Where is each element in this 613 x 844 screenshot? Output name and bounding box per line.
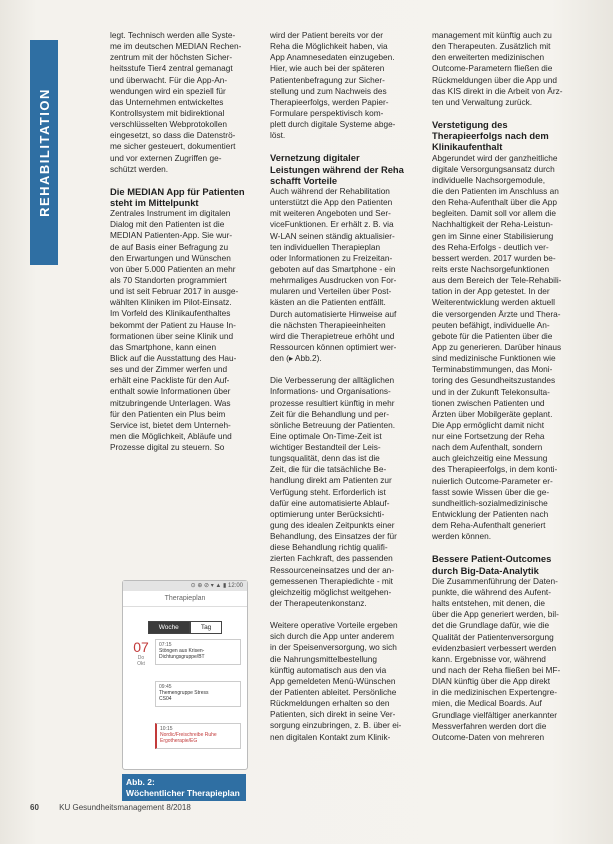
toggle-week-button[interactable]: Woche (148, 621, 190, 634)
text-line: Grundlage vielfältiger anerkannter (432, 709, 557, 720)
text-line: die versorgenden Ärzte und Thera- (432, 308, 561, 319)
appointment-item[interactable] (155, 681, 241, 707)
text-line: oder Informationen zu Freizeitan- (270, 252, 393, 263)
text-line: Prozesse digital zu steuern. So (110, 442, 225, 453)
text-line: Ärzten über Mobilgeräte geplant. (432, 408, 553, 419)
text-line: halts entstehen, mit denen, die (432, 598, 546, 609)
col1-intro (110, 30, 258, 175)
col2-body-2 (270, 375, 418, 609)
publication-name: KU Gesundheitsmanagement 8/2018 (59, 803, 191, 812)
appointment-time: 10:15 (160, 726, 173, 732)
text-line: die nächsten Therapieeinheiten (270, 319, 386, 330)
text-line: sorgung einzubringen, z. B. über ei- (270, 720, 402, 731)
text-line: Verfügung steht. Erforderlich ist (270, 486, 386, 497)
text-line: den erweiterten medizinischen (432, 52, 545, 63)
col2-body-3 (270, 620, 418, 743)
text-line: in die medizinischen Expertengre- (432, 687, 557, 698)
text-line: digitale Versorgungsansatz durch (432, 163, 555, 174)
text-line: Patienten, sich direkt in seine Ver- (270, 709, 396, 720)
text-line: punkte, die während des Aufent- (432, 586, 552, 597)
text-line: den Reha-Aufenthalt über die App (432, 197, 558, 208)
text-line: men die Möglichkeit, Abläufe und (110, 431, 232, 442)
text-line: mehrmaliges Ausdrucken von For- (270, 275, 397, 286)
text-line: in der Speisenversorgung, wo sich (270, 642, 397, 653)
text-line: zierten Fachkraft, des passenden (270, 553, 393, 564)
col1-body (110, 208, 258, 453)
text-line: Verstetigung des (432, 118, 508, 130)
appointment-desc-2: CS04 (159, 696, 172, 702)
text-line: als 70 Standorten programmiert (110, 275, 227, 286)
text-line: auch gleichzeitig eine Messung (432, 453, 548, 464)
text-line: Rückmeldungen erhalten so den (270, 698, 390, 709)
text-line: Weitere operative Vorteile ergeben (270, 620, 398, 631)
text-line: des Therapieerfolgs, in dem konti- (432, 464, 558, 475)
text-line: mien, die Medical Boards. Auf (432, 698, 542, 709)
phone-status-bar: ⊙ ⊕ ⊘ ▾ ▲ ▮ 12:00 (123, 581, 247, 591)
text-line: diese Behandlung richtig qualifi- (270, 542, 388, 553)
text-line: Zentrales Instrument im digitalen (110, 208, 231, 219)
text-line: App gemeldeten Menü-Wünschen (270, 675, 396, 686)
text-line: verschlüsselten Webprotokollen (110, 119, 227, 130)
text-line: App Anamnesedaten einzugeben. (270, 52, 395, 63)
text-line: schafft Vorteile (270, 174, 338, 186)
text-line: Behandlung, des Einsatzes der für (270, 531, 397, 542)
text-line: Hier, wie auch bei der späteren (270, 63, 385, 74)
text-line: zentrum mit der höchsten Sicher- (110, 52, 233, 63)
text-line: optimierung unter Berücksichti- (270, 508, 385, 519)
app-title: Therapieplan (123, 591, 247, 607)
text-line: ten und Verwaltung zurück. (432, 96, 533, 107)
col3-body-2 (432, 576, 582, 743)
text-line: W-LAN seinen ständig aktualisier- (270, 230, 395, 241)
col3-heading-2 (432, 553, 582, 575)
text-line: steht im Mittelpunkt (110, 197, 199, 209)
text-line: handlung direkt am Patienten zur (270, 475, 392, 486)
figure-caption (122, 774, 246, 801)
text-line: Rückmeldungen über die App und (432, 74, 558, 85)
text-line: Therapieerfolgs nach dem (432, 130, 549, 142)
text-line: Formulare perspektivisch kom- (270, 107, 384, 118)
appointment-desc: Nordic/Freischreibe Ruhe (160, 732, 217, 738)
text-line: das Smartphone, kann einen (110, 341, 217, 352)
appointment-time: 07:15 (159, 642, 172, 648)
text-line: nur eine Fortsetzung der Reha (432, 431, 545, 442)
section-label-text: REHABILITATION (36, 88, 52, 217)
text-line: Zeit für die Behandlung und per- (270, 408, 390, 419)
column-3 (432, 30, 582, 743)
text-line: Bessere Patient-Outcomes (432, 553, 552, 565)
text-line: mularen und Verteilen über Post- (270, 286, 392, 297)
text-line: enthalt sowie Informationen über (110, 386, 231, 397)
text-line: Nachhaltigkeit der Reha-Leistun- (432, 219, 553, 230)
text-line: erhält eine Packliste für den Auf- (110, 375, 230, 386)
text-line: mitzubringende Unterlagen. Was (110, 397, 231, 408)
text-line: plett durch digitale Systeme abge- (270, 119, 396, 130)
text-line: Zeit, die für die tatsächliche Be- (270, 464, 387, 475)
text-line: sönliche Betreuung der Patienten. (270, 419, 396, 430)
text-line: nach dem Aufenthalt, sondern (432, 442, 543, 453)
caption-number: Abb. 2: (126, 777, 155, 787)
text-line: Die App ermöglicht damit nicht (432, 419, 545, 430)
text-line: Service ist, bietet dem Unterneh- (110, 419, 231, 430)
appointment-item[interactable] (155, 723, 241, 749)
text-line: sundheitlich-sozialmedizinische (432, 497, 548, 508)
text-line: der Patienten ableitet. Persönliche (270, 687, 397, 698)
text-line: management mit künftig auch zu (432, 30, 552, 40)
text-line: viceFunktionen. Er erhält z. B. via (270, 219, 394, 230)
text-line: Kontrollsystem mit bidirektional (110, 107, 225, 118)
text-line: das Unternehmen entwickeltes (110, 96, 224, 107)
text-line: Reha die Möglichkeit haben, via (270, 41, 388, 52)
text-line: schützt werden. (110, 163, 169, 174)
section-label (30, 40, 58, 265)
text-line: wendungen wird ein speziell für (110, 85, 226, 96)
toggle-day-button[interactable]: Tag (190, 621, 222, 634)
text-line: Durch automatisierte Hinweise auf (270, 308, 397, 319)
column-2 (270, 30, 418, 743)
appointment-desc-2: Ergotherapie/EG (160, 738, 198, 744)
text-line: me sicher gesteuert, dokumentiert (110, 141, 236, 152)
col2-intro (270, 30, 418, 141)
text-line: Weiterentwicklung werden aktuell (432, 297, 555, 308)
column-1 (110, 30, 258, 453)
text-line: dafür eine automatisierte Ablauf- (270, 497, 390, 508)
text-line: den Erwartungen und Wünschen (110, 252, 231, 263)
text-line: Entwicklung der Patienten nach (432, 509, 549, 520)
text-line: DIAN künftig über die App direkt (432, 676, 551, 687)
appointment-desc: Stöngen aus Krisen- (159, 648, 205, 654)
col3-body-1 (432, 153, 582, 543)
text-line: den (▸ Abb.2). (270, 353, 322, 364)
text-line: aus dem Bereich der Tele-Rehabili- (432, 275, 562, 286)
text-line: reits erste Nachsorgefunktionen (432, 263, 550, 274)
text-line: Klinikaufenthalt (432, 141, 503, 153)
text-line: MEDIAN Patienten-App. Sie wur- (110, 230, 233, 241)
appointment-desc: Themengruppe Stress (159, 690, 209, 696)
text-line: Outcome-Parametern fließen die (432, 63, 553, 74)
text-line: für den Patienten ein Plus beim (110, 408, 226, 419)
text-line: kästen an die Patienten entfällt. (270, 297, 386, 308)
text-line: prozesse resultiert künftig in mehr (270, 397, 395, 408)
text-line: me im deutschen MEDIAN Rechen- (110, 41, 242, 52)
text-line: Im Vorfeld des Klinikaufenthaltes (110, 308, 231, 319)
text-line: Outcome-Daten von mehreren (432, 731, 545, 742)
text-line: toring des Gesundheitszustandes (432, 375, 556, 386)
text-line: über die App generiert werden, bil- (432, 609, 559, 620)
page-footer (30, 803, 191, 812)
text-line: tungsqualität, denn das ist die (270, 453, 380, 464)
text-line: Vernetzung digitaler (270, 152, 360, 164)
text-line: det die Grundlage dafür, wie die (432, 620, 550, 631)
text-line: löst. (270, 130, 286, 141)
day-number: 07 (133, 639, 149, 655)
text-line: Die Verbesserung der alltäglichen (270, 375, 395, 386)
text-line: Ressourceneinsatzes und der an- (270, 564, 395, 575)
text-line: ten individuellen Therapieplan (270, 241, 381, 252)
phone-screenshot (122, 580, 248, 770)
appointment-time: 09:45 (159, 684, 172, 690)
text-line: sich durch die App unter anderem (270, 631, 395, 642)
col3-intro (432, 30, 582, 108)
text-line: eingesetzt, so dass die Datenströ- (110, 130, 236, 141)
text-line: werden können. (432, 531, 492, 542)
col3-heading-1 (432, 119, 582, 153)
text-line: künftig automatisch aus den via (270, 664, 387, 675)
text-line: und vor externen Zugriffen ge- (110, 152, 222, 163)
text-line: Blick auf die Ausstattung des Hau- (110, 353, 237, 364)
text-line: das KIS direkt in die Arbeit von Ärz- (432, 85, 563, 96)
text-line: tionen zwischen Patienten und (432, 397, 545, 408)
text-line: tation in der App getestet. In der (432, 286, 550, 297)
text-line: Therapieerfolgs, werden Papier- (270, 96, 389, 107)
text-line: legt. Technisch werden alle Syste- (110, 30, 236, 40)
text-line: wird die Therapietreue erhöht und (270, 330, 395, 341)
text-line: individuelle Nachsorgemodule, (432, 174, 545, 185)
text-line: App zu generieren. Darüber hinaus (432, 341, 562, 352)
text-line: Informations- und Organisations- (270, 386, 391, 397)
text-line: nen digitalen Kontakt zum Klinik- (270, 731, 391, 742)
text-line: die Nahrungsmittelbestellung (270, 653, 378, 664)
text-line: gleichzeitig möglichst weitgehen- (270, 586, 392, 597)
text-line: Auch während der Rehabilitation (270, 185, 390, 196)
caption-text: Wöchentlicher Therapieplan (126, 787, 240, 798)
text-line: nuierlich Outcome-Parameter er- (432, 475, 553, 486)
appointment-desc-2: Dichtungsgruppe/BT (159, 654, 205, 660)
date-box (131, 639, 151, 667)
text-line: Leistungen während der Reha (270, 163, 404, 175)
appointment-item[interactable] (155, 639, 241, 665)
text-line: dem Reha-Aufenthalt generiert (432, 520, 546, 531)
text-line: Patientenbefragung zur Sicher- (270, 74, 385, 85)
text-line: der Therapeutenkonstanz. (270, 598, 367, 609)
text-line: begleiten. Damit soll vor allem die (432, 208, 557, 219)
text-line: Dialog mit den Patienten ist die (110, 219, 225, 230)
text-line: Qualität der Patientenversorgung (432, 631, 554, 642)
figure-therapy-plan (110, 580, 258, 801)
text-line: Ressourcen können optimiert wer- (270, 341, 397, 352)
page-number: 60 (30, 803, 39, 812)
text-line: von über 5.000 Patienten an mehr (110, 263, 236, 274)
text-line: ses und der Zimmer werfen und (110, 364, 228, 375)
text-line: wichtiger Bestandteil der Leis- (270, 442, 381, 453)
col2-body-1 (270, 186, 418, 364)
text-line: de auf Basis einer Befragung zu (110, 241, 229, 252)
text-line: gemessenen Therapiedichte - mit (270, 575, 393, 586)
text-line: und in der Zukunft Telekonsulta- (432, 386, 550, 397)
text-line: evidenzbasiert verbessert werden (432, 642, 557, 653)
view-toggle (123, 621, 247, 634)
text-line: bekommt der Patient zu Hause In- (110, 319, 236, 330)
text-line: Die MEDIAN App für Patienten (110, 185, 245, 197)
text-line: durch Big-Data-Analytik (432, 564, 539, 576)
text-line: kann. Ergebnisse vor, während (432, 653, 546, 664)
text-line: fasst sowie Wissen über die ge- (432, 486, 550, 497)
text-line: formationen über seine Klinik und (110, 330, 234, 341)
text-line: Die Zusammenführung der Daten- (432, 575, 558, 586)
text-line: gung des idealen Zeitpunkts einer (270, 520, 395, 531)
text-line: gen im Sinne einer Stabilisierung (432, 230, 554, 241)
day-month: Okt (137, 661, 145, 667)
text-line: heitsstufe Tier4 zentral gemanagt (110, 63, 233, 74)
text-line: geboten auf das Smartphone - ein (270, 263, 396, 274)
text-line: Eine optimale On-Time-Zeit ist (270, 430, 382, 441)
text-line: die den Patienten im Anschluss an (432, 185, 559, 196)
text-line: mit weiteren Angeboten und Ser- (270, 208, 391, 219)
day-name: Do (137, 655, 145, 661)
text-line: und nach der Reha fließen bei MF- (432, 664, 561, 675)
text-line: unterstützt die App den Patienten (270, 197, 393, 208)
text-line: Abgerundet wird der ganzheitliche (432, 152, 558, 163)
text-line: peuten befähigt, individuelle An- (432, 319, 550, 330)
col1-heading (110, 186, 258, 208)
text-line: wird der Patient bereits vor der (270, 30, 383, 40)
text-line: Messverfahren werden dort die (432, 720, 547, 731)
text-line: bessert werden. 2017 wurden be- (432, 252, 556, 263)
text-line: den Therapeuten. Zusätzlich mit (432, 41, 551, 52)
text-line: sind medizinische Funktionen wie (432, 353, 556, 364)
text-line: Terminabstimmungen, das Moni- (432, 364, 553, 375)
text-line: stellung und zum Nachweis des (270, 85, 387, 96)
text-line: gebote für die Patienten über die (432, 330, 553, 341)
text-line: wählten Kliniken im Pilot-Einsatz. (110, 297, 232, 308)
text-line: des Reha-Erfolgs - deutlich ver- (432, 241, 549, 252)
text-line: und überwacht. Für die App-An- (110, 74, 228, 85)
col2-heading (270, 152, 418, 186)
text-line: und ist seit Februar 2017 in ausge- (110, 286, 239, 297)
